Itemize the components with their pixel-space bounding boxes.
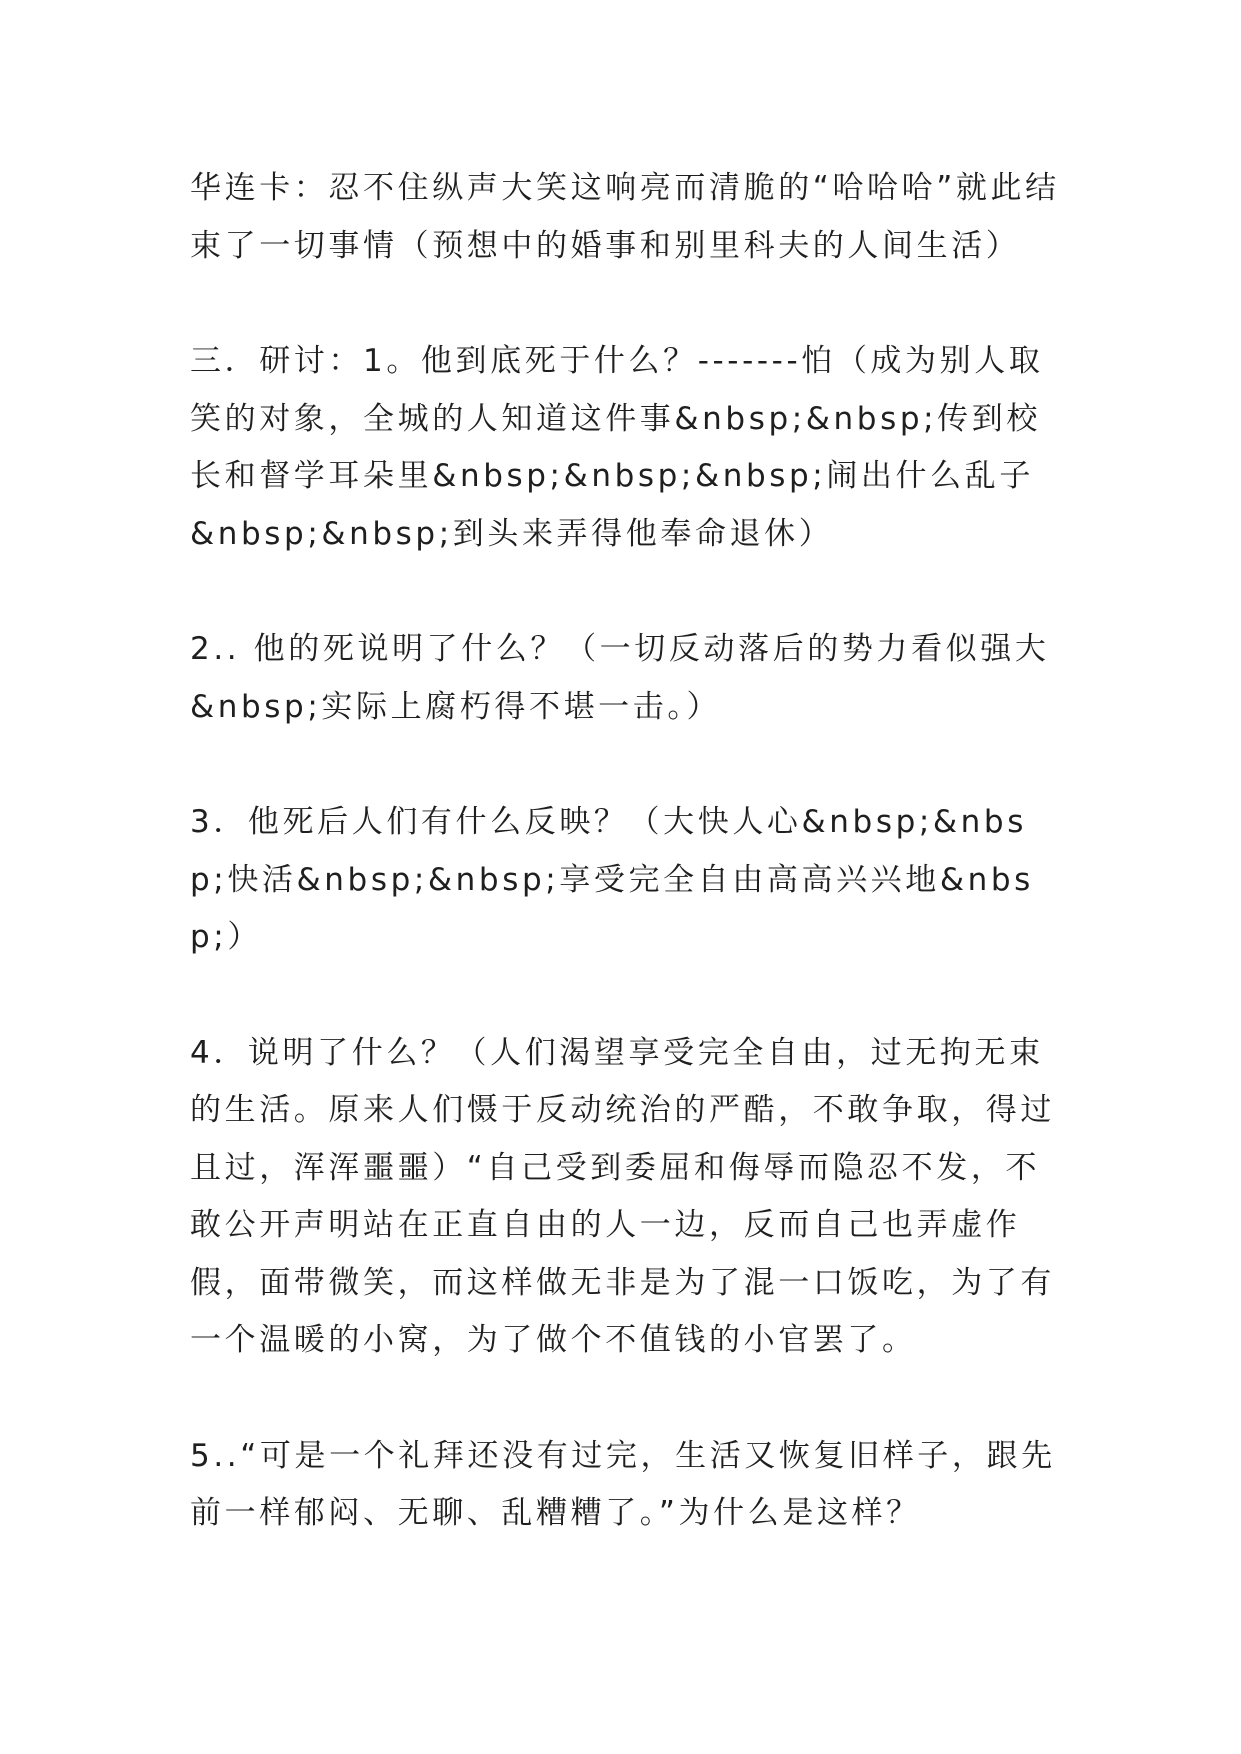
paragraph-discussion-1: 三．研讨：1。他到底死于什么？-------怕（成为别人取笑的对象，全城的人知道这件事&nbsp;&nbsp;传到校长和督学耳朵里&nbsp;&nbsp;&nbsp;闹出什么乱子&nbsp;&nbsp;到头来弄得他奉命退休） <box>190 343 1044 552</box>
paragraph-discussion-5: 5..“可是一个礼拜还没有过完，生活又恢复旧样子，跟先前一样郁闷、无聊、乱糟糟了。”为什么是这样？ <box>190 1437 1056 1531</box>
paragraph-valya-laughs: 华连卡：忍不住纵声大笑这响亮而清脆的“哈哈哈”就此结束了一切事情（预想中的婚事和别里科夫的人间生活） <box>190 170 1060 264</box>
paragraph-discussion-4: 4．说明了什么？（人们渴望享受完全自由，过无拘无束的生活。原来人们慑于反动统治的严酷，不敢争取，得过且过，浑浑噩噩）“自己受到委屈和侮辱而隐忍不发，不敢公开声明站在正直自由的人一边，反而自己也弄虚作假，面带微笑，而这样做无非是为了混一口饭吃，为了有一个温暖的小窝，为了做个不值钱的小官罢了。 <box>190 1034 1055 1358</box>
paragraph-discussion-3: 3．他死后人们有什么反映？（大快人心&nbsp;&nbsp;快活&nbsp;&nbsp;享受完全自由高高兴兴地&nbsp;） <box>190 804 1034 955</box>
document-body <box>190 160 1060 1543</box>
paragraph-discussion-2: 2.. 他的死说明了什么？（一切反动落后的势力看似强大&nbsp;实际上腐朽得不堪一击。） <box>190 631 1050 725</box>
